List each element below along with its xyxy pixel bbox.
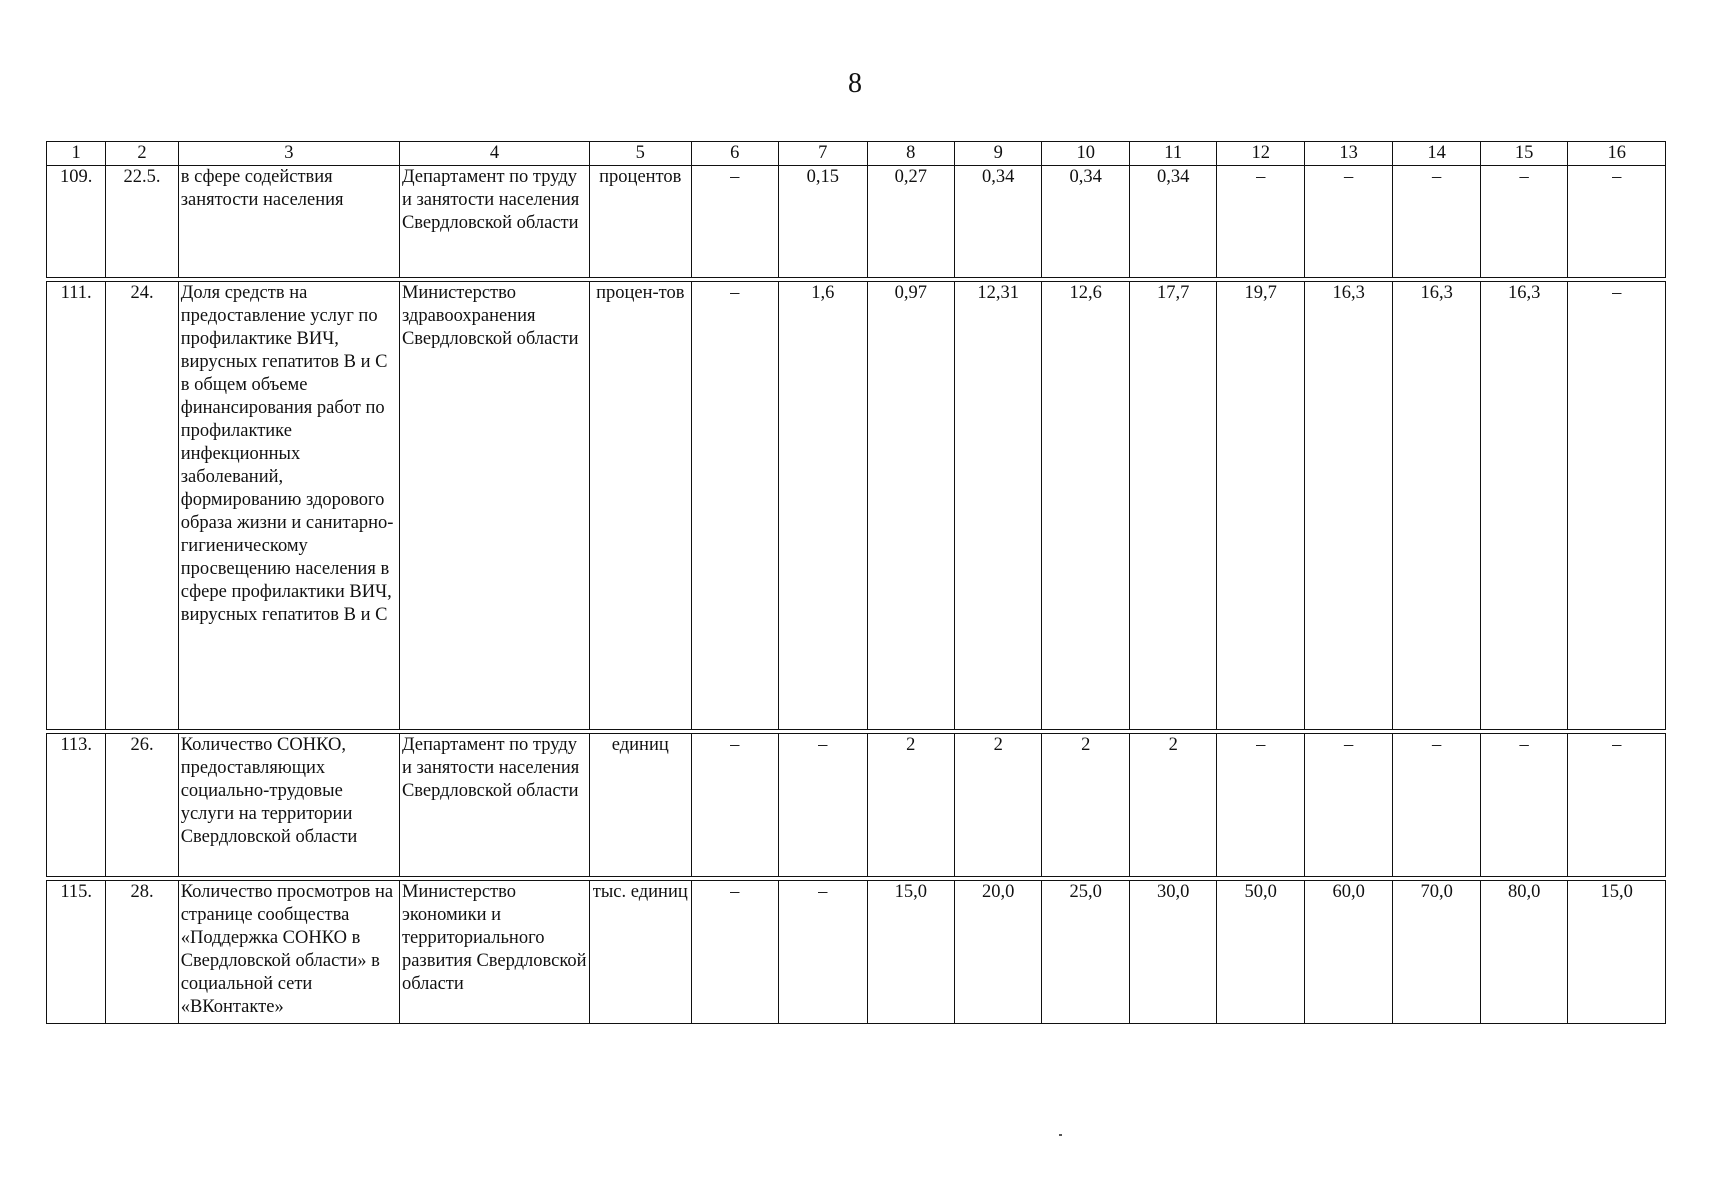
value-cell: 19,7: [1217, 282, 1304, 730]
indicator-code-cell: 24.: [106, 282, 178, 730]
header-cell: 13: [1304, 142, 1392, 166]
page-number: 8: [848, 68, 862, 99]
header-cell: 12: [1217, 142, 1304, 166]
value-cell: –: [1304, 734, 1392, 877]
table-row: [47, 282, 1666, 730]
table-header-row: [47, 142, 1666, 166]
value-cell: 0,34: [1129, 166, 1216, 278]
value-cell: 0,34: [955, 166, 1042, 278]
value-cell: 80,0: [1480, 881, 1567, 1024]
value-cell: 16,3: [1304, 282, 1392, 730]
value-cell: 50,0: [1217, 881, 1304, 1024]
indicator-code-cell: 26.: [106, 734, 178, 877]
header-cell: 7: [779, 142, 867, 166]
indicator-name-cell: Доля средств на предоставление услуг по профилактике ВИЧ, вирусных гепатитов В и С в общем объеме финансирования работ по профилактике инфекционных заболеваний, формированию здорового образа жизни и санитарно-гигиеническому просвещению населения в сфере профилактики ВИЧ, вирусных гепатитов В и С: [178, 282, 399, 730]
value-cell: 2: [955, 734, 1042, 877]
header-cell: 6: [691, 142, 778, 166]
value-cell: –: [691, 734, 778, 877]
unit-cell: процентов: [589, 166, 691, 278]
table-row: [47, 734, 1666, 877]
value-cell: 12,31: [955, 282, 1042, 730]
value-cell: 15,0: [1568, 881, 1666, 1024]
value-cell: –: [1568, 166, 1666, 278]
header-cell: 14: [1393, 142, 1480, 166]
indicators-table-container: [46, 141, 1666, 1024]
header-cell: 10: [1042, 142, 1129, 166]
indicator-code-cell: 28.: [106, 881, 178, 1024]
header-cell: 8: [867, 142, 954, 166]
row-number-cell: 115.: [47, 881, 106, 1024]
indicator-code-cell: 22.5.: [106, 166, 178, 278]
header-cell: 11: [1129, 142, 1216, 166]
header-cell: 15: [1480, 142, 1567, 166]
value-cell: 70,0: [1393, 881, 1480, 1024]
header-cell: 2: [106, 142, 178, 166]
header-cell: 1: [47, 142, 106, 166]
row-number-cell: 113.: [47, 734, 106, 877]
responsible-body-cell: Департамент по труду и занятости населения Свердловской области: [399, 166, 589, 278]
indicator-name-cell: Количество СОНКО, предоставляющих социально-трудовые услуги на территории Свердловской области: [178, 734, 399, 877]
value-cell: 25,0: [1042, 881, 1129, 1024]
value-cell: –: [1217, 166, 1304, 278]
unit-cell: процен-тов: [589, 282, 691, 730]
value-cell: 16,3: [1393, 282, 1480, 730]
responsible-body-cell: Министерство экономики и территориального развития Свердловской области: [399, 881, 589, 1024]
indicator-name-cell: в сфере содействия занятости населения: [178, 166, 399, 278]
value-cell: –: [691, 166, 778, 278]
row-number-cell: 111.: [47, 282, 106, 730]
value-cell: –: [1480, 734, 1567, 877]
value-cell: 16,3: [1480, 282, 1567, 730]
header-cell: 9: [955, 142, 1042, 166]
unit-cell: единиц: [589, 734, 691, 877]
value-cell: –: [779, 881, 867, 1024]
value-cell: –: [1217, 734, 1304, 877]
indicators-table: [46, 141, 1666, 1024]
responsible-body-cell: Департамент по труду и занятости населения Свердловской области: [399, 734, 589, 877]
value-cell: 0,15: [779, 166, 867, 278]
value-cell: –: [1393, 734, 1480, 877]
value-cell: –: [1568, 282, 1666, 730]
value-cell: –: [691, 282, 778, 730]
value-cell: –: [1393, 166, 1480, 278]
value-cell: 17,7: [1129, 282, 1216, 730]
value-cell: 0,27: [867, 166, 954, 278]
value-cell: 1,6: [779, 282, 867, 730]
value-cell: 12,6: [1042, 282, 1129, 730]
row-number-cell: 109.: [47, 166, 106, 278]
header-cell: 4: [399, 142, 589, 166]
table-row: [47, 166, 1666, 278]
value-cell: 0,34: [1042, 166, 1129, 278]
table-row: [47, 881, 1666, 1024]
header-cell: 5: [589, 142, 691, 166]
header-cell: 3: [178, 142, 399, 166]
value-cell: 2: [1129, 734, 1216, 877]
indicator-name-cell: Количество просмотров на странице сообщества «Поддержка СОНКО в Свердловской области» в социальной сети «ВКонтакте»: [178, 881, 399, 1024]
value-cell: 0,97: [867, 282, 954, 730]
value-cell: 30,0: [1129, 881, 1216, 1024]
value-cell: –: [779, 734, 867, 877]
scan-artifact-dot: [1059, 1134, 1062, 1136]
value-cell: –: [1304, 166, 1392, 278]
table-body: [47, 142, 1666, 1024]
header-cell: 16: [1568, 142, 1666, 166]
value-cell: –: [691, 881, 778, 1024]
unit-cell: тыс. единиц: [589, 881, 691, 1024]
value-cell: 2: [867, 734, 954, 877]
value-cell: 15,0: [867, 881, 954, 1024]
responsible-body-cell: Министерство здравоохранения Свердловской области: [399, 282, 589, 730]
value-cell: 20,0: [955, 881, 1042, 1024]
value-cell: –: [1480, 166, 1567, 278]
value-cell: 60,0: [1304, 881, 1392, 1024]
value-cell: 2: [1042, 734, 1129, 877]
value-cell: –: [1568, 734, 1666, 877]
